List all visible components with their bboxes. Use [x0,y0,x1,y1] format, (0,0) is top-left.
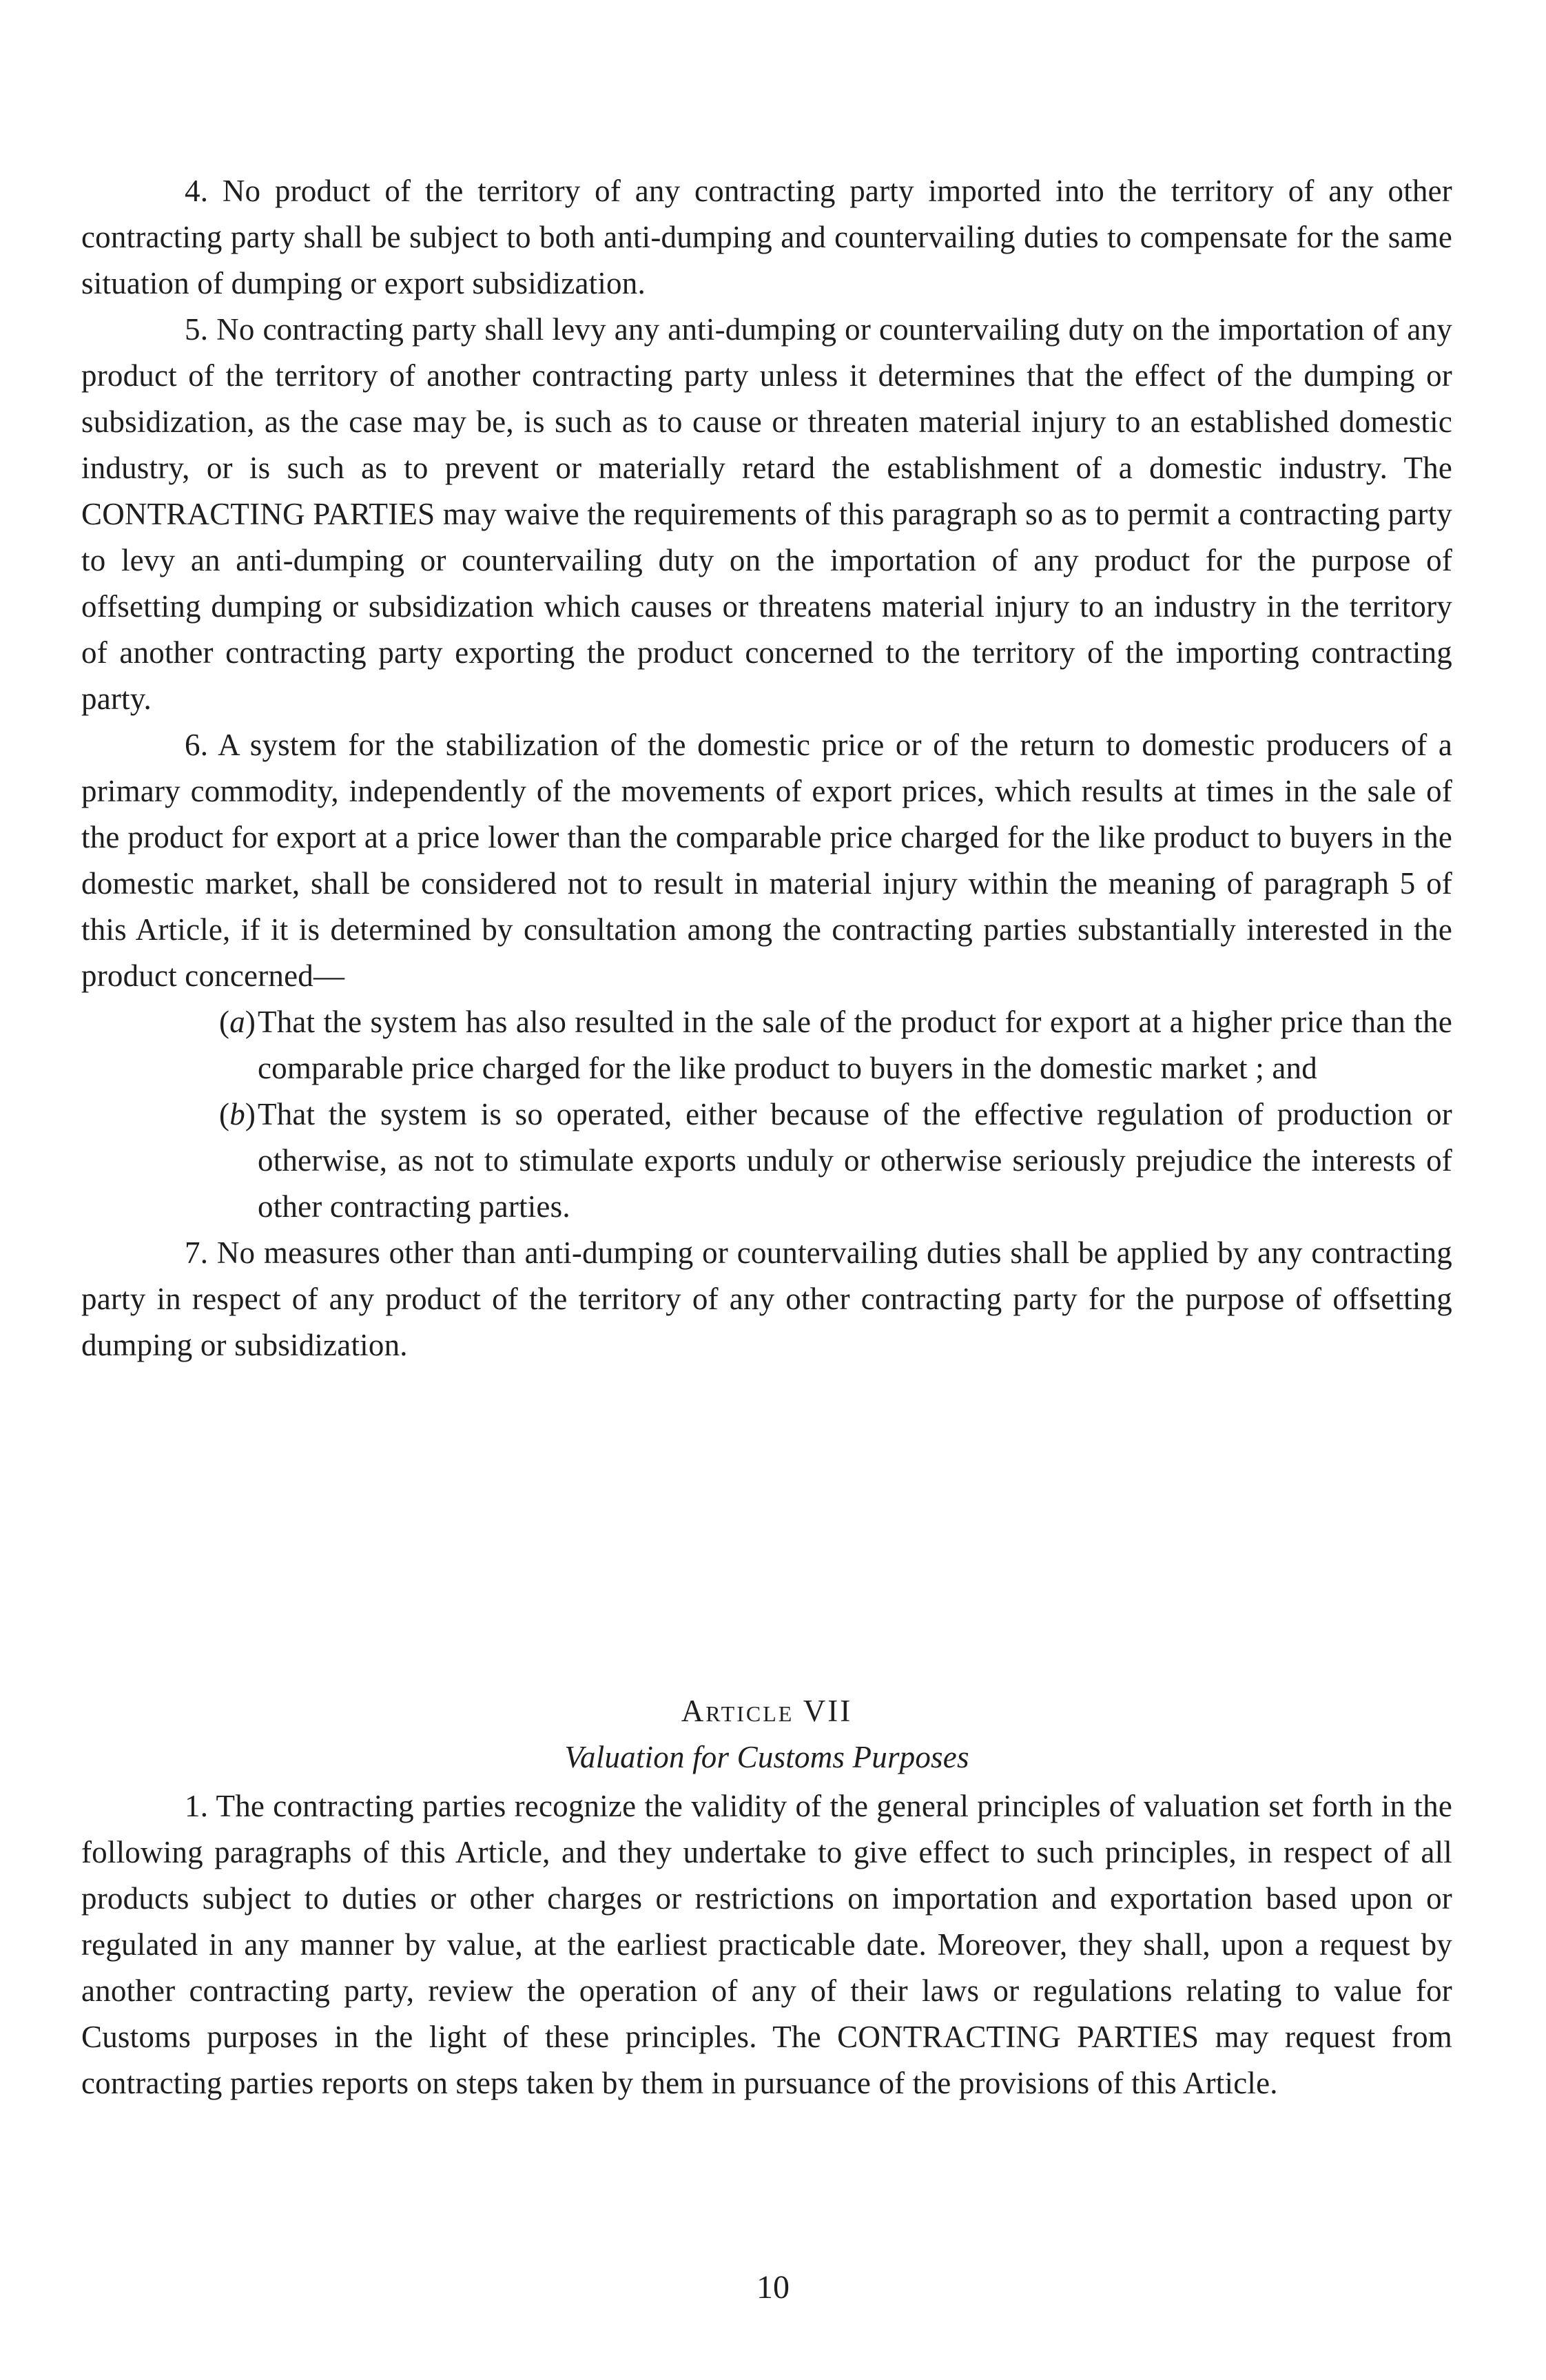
sub-item-a [81,999,1452,1091]
paragraph-4 [81,168,1452,307]
sub-item-text: That the system is so operated, either because of the effective regulation of production or otherwise, as not to stimulate exports unduly or otherwise seriously prejudice the interests of other contracting parties. [258,1097,1452,1224]
sub-item-text: That the system has also resulted in the sale of the product for export at a higher price than the comparable price charged for the like product to buyers in the domestic market ; and [258,1005,1452,1085]
article-heading: Article VII [681,1694,853,1728]
paragraph-number: 7. [185,1235,209,1270]
paragraph-number: 1. [185,1789,209,1823]
paragraph-text: A system for the stabilization of the domestic price or of the return to domestic producers of a primary commodity, independently of the movements of export prices, which results at times in the sale of the product for export at a price lower than the comparable price charged for the like product to buyers in the domestic market, shall be considered not to result in material injury within the meaning of paragraph 5 of this Article, if it is determined by consultation among the contracting parties substantially interested in the product concerned— [81,728,1453,993]
paragraph-5 [81,307,1452,722]
paragraph-text: The contracting parties recognize the validity of the general principles of valuation set forth in the following paragraphs of this Article, and they undertake to give effect to such principles, in respect of all products subject to duties or other charges or restrictions on importation and exportation based upon or regulated in any manner by value, at the earliest practicable date. Moreover, they shall, upon a request by another contracting party, review the operation of any of their laws or regulations relating to value for Customs purposes in the light of these principles. The CONTRACTING PARTIES may request from contracting parties reports on steps taken by them in pursuance of the provisions of this Article. [81,1789,1452,2100]
paragraph-text: No measures other than anti-dumping or countervailing duties shall be applied by any contracting party in respect of any product of the territory of any other contracting party for the purpose of offsetting dumping or subsidization. [81,1235,1453,1362]
page-number: 10 [756,2269,790,2306]
article-paragraph-1 [81,1783,1452,2106]
paragraph-7 [81,1230,1452,1368]
paragraph-text: No contracting party shall levy any anti-dumping or countervailing duty on the importation of any product of the territory of another contracting party unless it determines that the effect of the dumping or subsidization, as the case may be, is such as to cause or threaten material injury to an established domestic industry, or is such as to prevent or materially retard the establishment of a domestic industry. The CONTRACTING PARTIES may waive the requirements of this paragraph so as to permit a contracting party to levy an anti-dumping or countervailing duty on the importation of any product for the purpose of offsetting dumping or subsidization which causes or threatens material injury to an industry in the territory of another contracting party exporting the product concerned to the territory of the importing contracting party. [81,312,1452,716]
article-section [81,1688,1452,2106]
body-text-upper [81,168,1452,1368]
paragraph-text: No product of the territory of any contracting party imported into the territory of any other contracting party shall be subject to both anti-dumping and countervailing duties to compensate for the same situation of dumping or export subsidization. [81,174,1452,300]
sub-item-label: (a) [219,1005,256,1039]
sub-item-b [81,1091,1452,1230]
paragraph-6 [81,722,1452,999]
paragraph-number: 5. [185,312,209,347]
article-subtitle: Valuation for Customs Purposes [564,1740,969,1774]
sub-item-list [81,999,1452,1230]
sub-item-label: (b) [219,1097,256,1131]
paragraph-number: 4. [185,174,209,208]
paragraph-number: 6. [185,728,209,762]
